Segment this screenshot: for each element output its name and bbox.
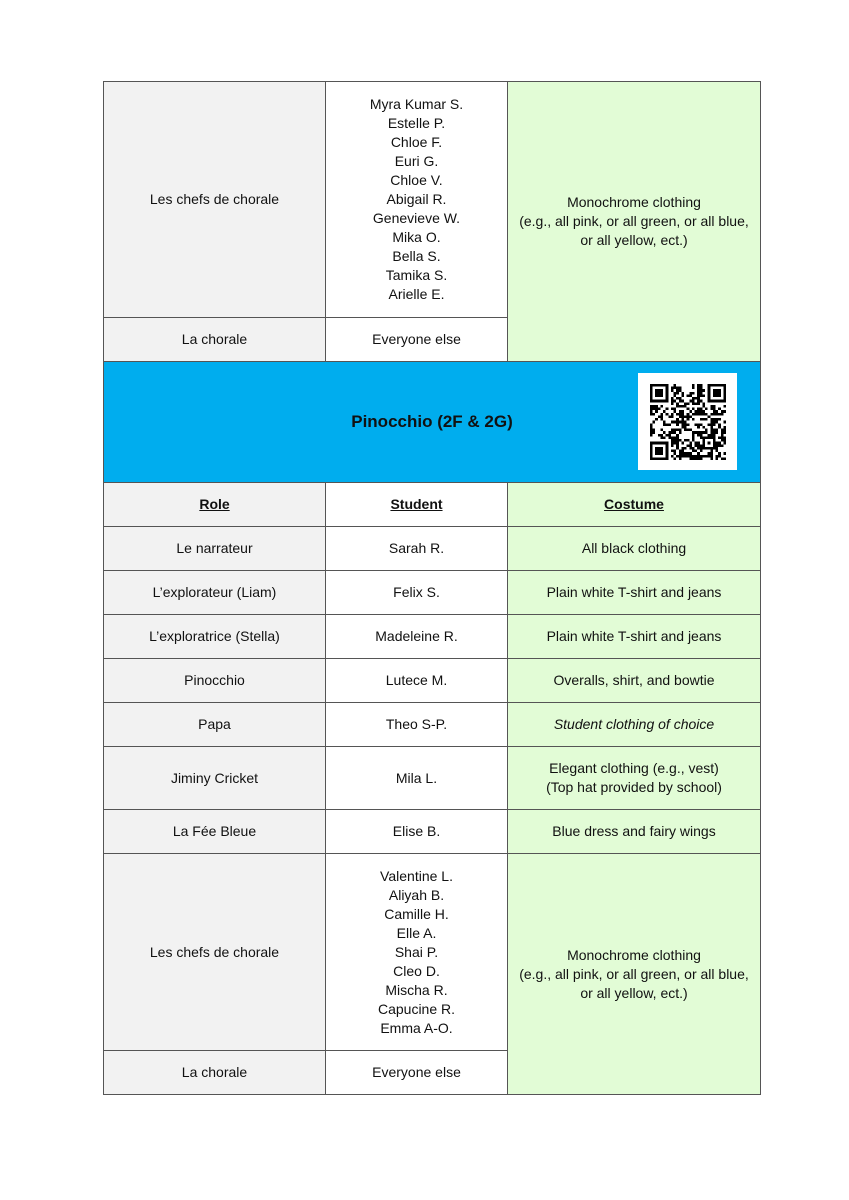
student-name: Emma A-O.: [380, 1019, 453, 1036]
student-name: Camille H.: [384, 905, 449, 922]
student-cell: Everyone else: [326, 1051, 508, 1095]
header-costume: Costume: [508, 483, 761, 527]
student-name: Cleo D.: [393, 962, 440, 979]
student-cell: Madeleine R.: [326, 615, 508, 659]
student-cell: Theo S-P.: [326, 703, 508, 747]
role-cell: Le narrateur: [104, 527, 326, 571]
student-name: Arielle E.: [388, 286, 445, 302]
student-name: Myra Kumar S.: [369, 96, 464, 112]
role-cell: La chorale: [104, 318, 326, 362]
costume-cell: Student clothing of choice: [508, 703, 761, 747]
role-cell: Pinocchio: [104, 659, 326, 703]
student-cell: Felix S.: [326, 571, 508, 615]
costume-cell: Overalls, shirt, and bowtie: [508, 659, 761, 703]
section-title: Pinocchio (2F & 2G): [351, 412, 513, 431]
table-row: [104, 659, 761, 703]
student-list-cell: [326, 82, 508, 318]
costume-cell: [508, 747, 761, 810]
student-name: Abigail R.: [386, 191, 447, 207]
student-cell: Sarah R.: [326, 527, 508, 571]
student-cell: Elise B.: [326, 810, 508, 854]
role-cell: L’explorateur (Liam): [104, 571, 326, 615]
costume-cell: Plain white T-shirt and jeans: [508, 615, 761, 659]
role-cell: Les chefs de chorale: [104, 854, 326, 1051]
table-row: [104, 747, 761, 810]
table-row: [104, 527, 761, 571]
costume-line: or all yellow, ect.): [580, 984, 688, 1001]
section-banner-row: [104, 362, 761, 483]
table-row: [104, 82, 761, 318]
role-cell: Les chefs de chorale: [104, 82, 326, 318]
student-cell: Everyone else: [326, 318, 508, 362]
student-name: Shai P.: [394, 943, 439, 960]
section-banner: [104, 362, 761, 483]
student-name: Aliyah B.: [388, 886, 445, 903]
costume-line: (Top hat provided by school): [546, 779, 722, 795]
cast-table: [103, 81, 761, 1095]
costume-line: or all yellow, ect.): [580, 232, 688, 248]
student-name: Chloe F.: [390, 134, 443, 150]
student-name: Capucine R.: [377, 1000, 456, 1017]
costume-line: Elegant clothing (e.g., vest): [549, 760, 719, 776]
student-name: Genevieve W.: [372, 210, 461, 226]
student-name: Elle A.: [396, 924, 437, 941]
table-row: [104, 810, 761, 854]
costume-line: (e.g., all pink, or all green, or all blue,: [519, 965, 749, 982]
student-name: Estelle P.: [387, 115, 446, 131]
student-name: Valentine L.: [380, 867, 453, 884]
costume-line: (e.g., all pink, or all green, or all blue,: [519, 213, 749, 229]
student-name: Mischa R.: [385, 981, 448, 998]
table-row: [104, 571, 761, 615]
role-cell: L’exploratrice (Stella): [104, 615, 326, 659]
table-row: [104, 615, 761, 659]
costume-cell: Plain white T-shirt and jeans: [508, 571, 761, 615]
student-name: Chloe V.: [390, 172, 443, 188]
table-row: [104, 703, 761, 747]
costume-cell: [508, 854, 761, 1095]
student-name: Euri G.: [394, 153, 439, 169]
table-header-row: [104, 483, 761, 527]
student-cell: Lutece M.: [326, 659, 508, 703]
table-row: [104, 854, 761, 1051]
role-cell: La chorale: [104, 1051, 326, 1095]
costume-cell: Blue dress and fairy wings: [508, 810, 761, 854]
costume-line: Monochrome clothing: [567, 194, 701, 210]
role-cell: La Fée Bleue: [104, 810, 326, 854]
student-name: Mika O.: [392, 229, 441, 245]
student-name: Bella S.: [392, 248, 441, 264]
qr-code-icon: [638, 373, 737, 470]
header-role: Role: [104, 483, 326, 527]
costume-cell: [508, 82, 761, 362]
header-student: Student: [326, 483, 508, 527]
costume-cell: All black clothing: [508, 527, 761, 571]
role-cell: Jiminy Cricket: [104, 747, 326, 810]
costume-line: Monochrome clothing: [567, 946, 701, 963]
student-list-cell: [326, 854, 508, 1051]
student-cell: Mila L.: [326, 747, 508, 810]
student-name: Tamika S.: [385, 267, 448, 283]
role-cell: Papa: [104, 703, 326, 747]
